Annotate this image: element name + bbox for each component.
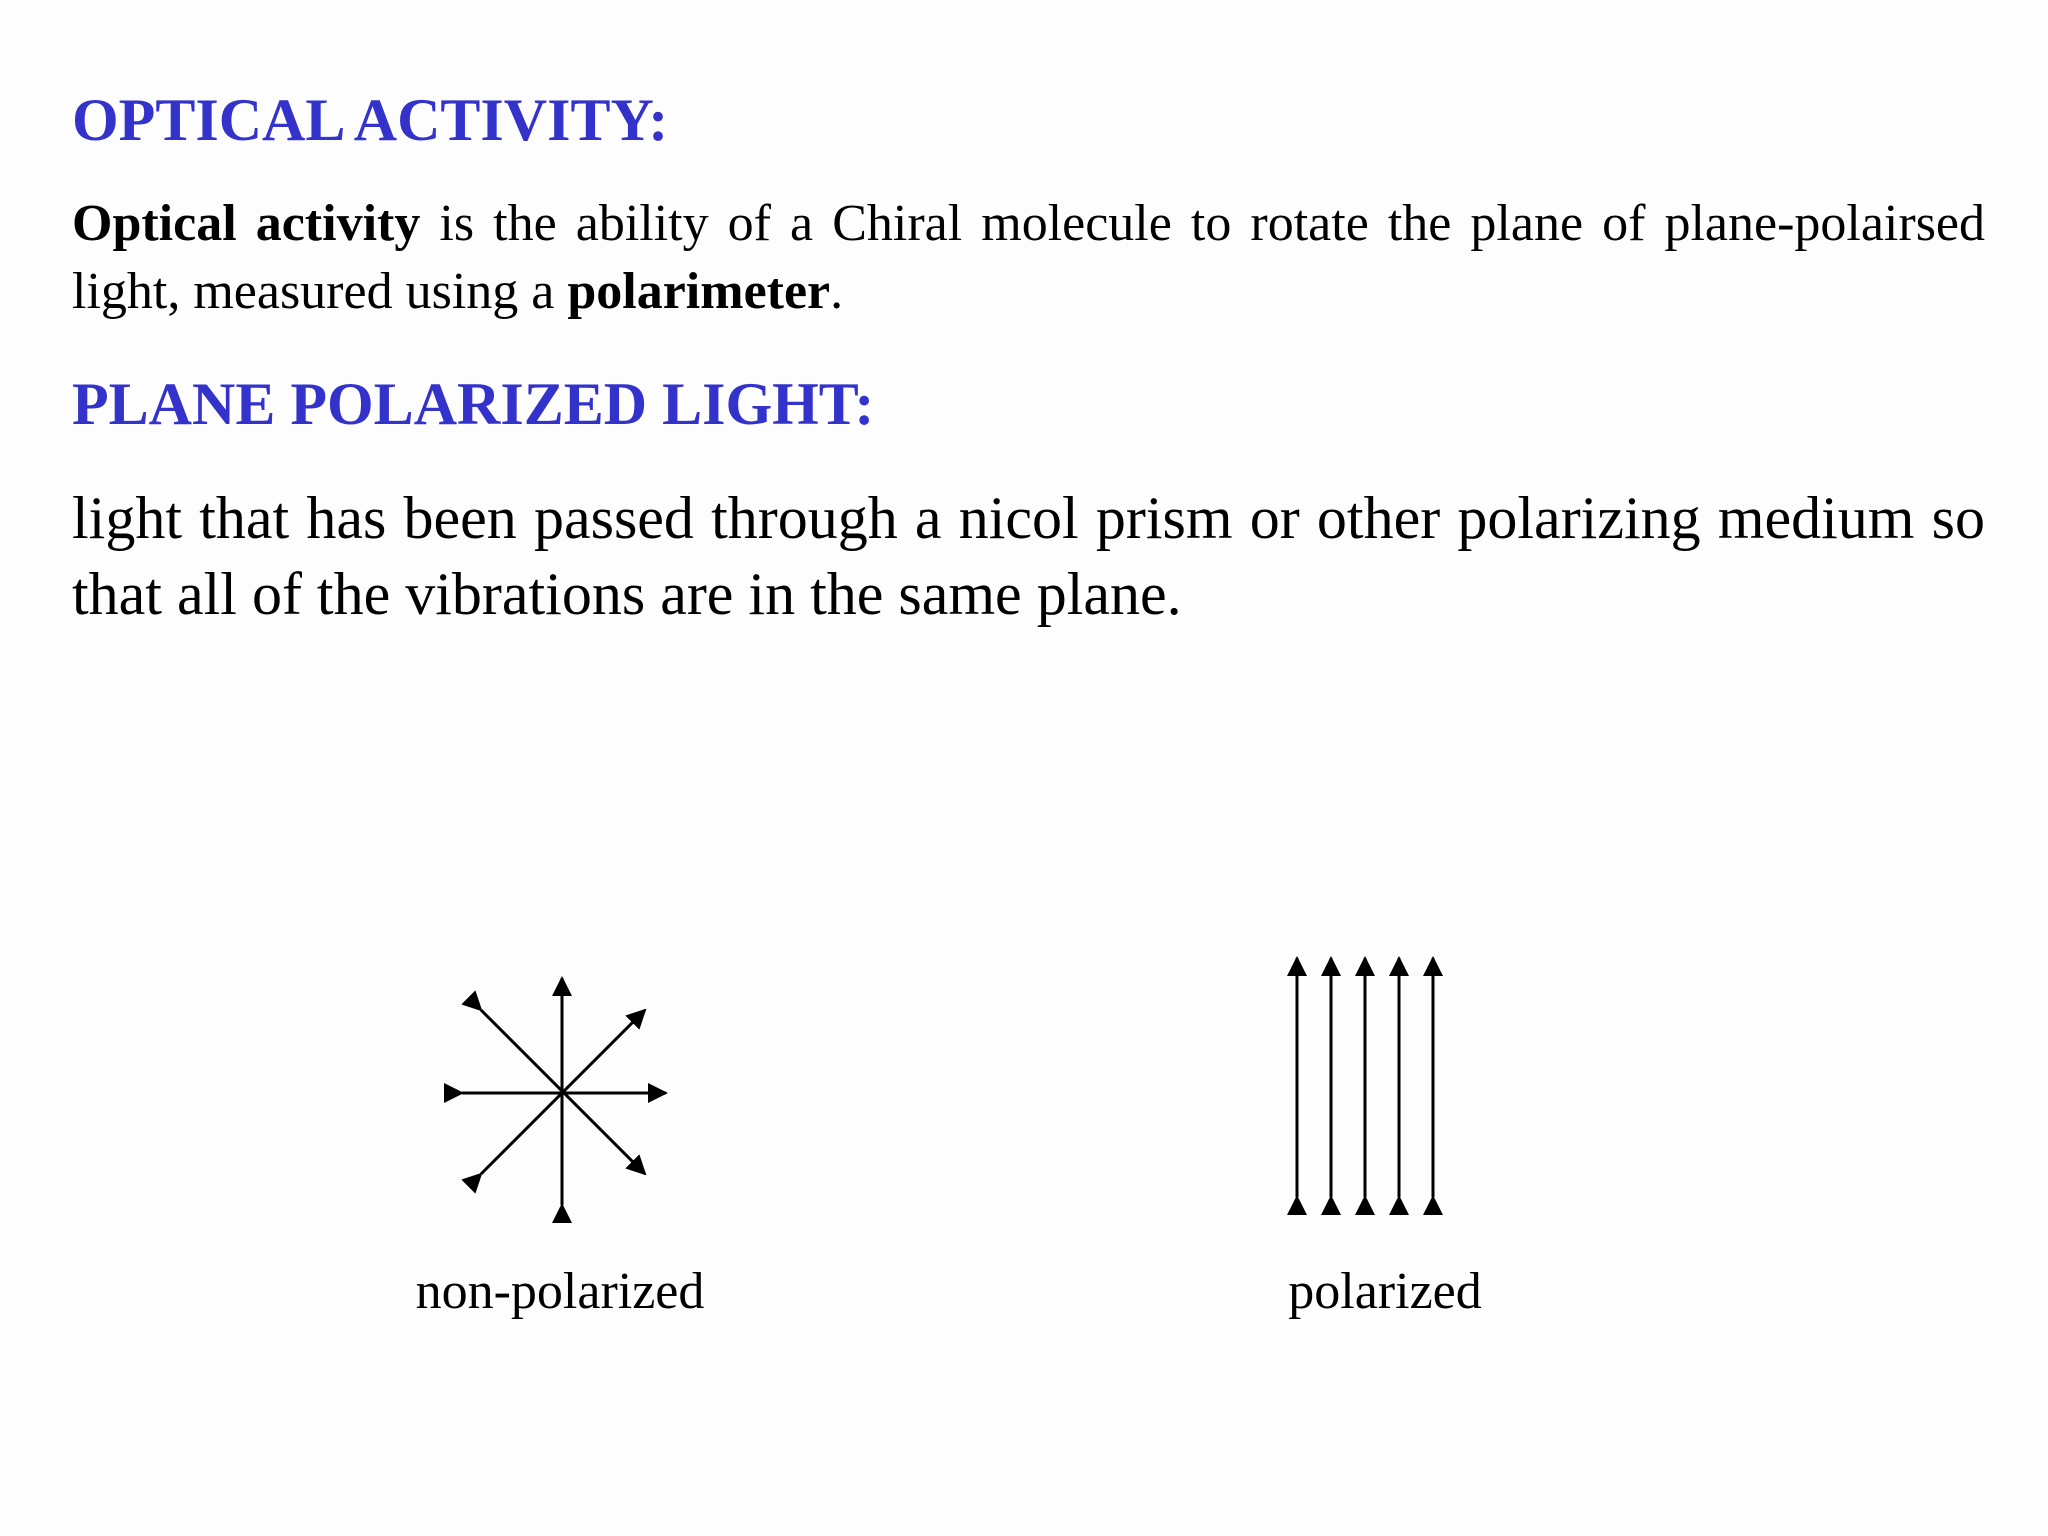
polarized-parallel-arrows-icon (1297, 958, 1433, 1197)
definition-text: is the ability of a Chiral molecule to rotate the plane of plane-polairsed light, measured using a (72, 195, 1986, 320)
definition-end: . (830, 263, 844, 320)
non-polarized-caption: non-polarized (415, 1263, 705, 1320)
plane-polarized-light-definition: light that has been passed through a nicol prism or other polarizing medium so that all of the vibrations are in the same plane. (72, 485, 1985, 627)
polarimeter-term: polarimeter (567, 263, 831, 320)
plane-polarized-light-heading: PLANE POLARIZED LIGHT: (72, 371, 875, 437)
polarized-caption: polarized (1288, 1263, 1482, 1320)
optical-activity-heading: OPTICAL ACTIVITY: (72, 87, 669, 153)
non-polarized-star-icon (462, 978, 666, 1205)
optical-activity-term: Optical activity (72, 195, 421, 252)
